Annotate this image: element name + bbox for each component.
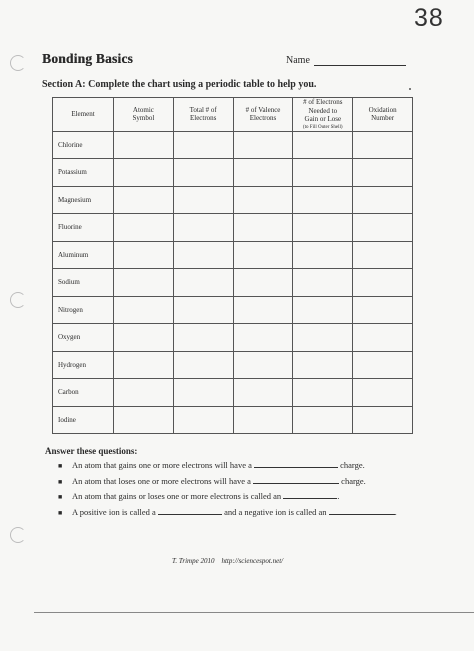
element-name-cell: Hydrogen <box>53 351 114 379</box>
answer-cell[interactable] <box>353 406 413 434</box>
answer-cell[interactable] <box>293 131 353 159</box>
element-name-cell: Iodine <box>53 406 114 434</box>
answer-cell[interactable] <box>173 269 233 297</box>
element-name-cell: Sodium <box>53 269 114 297</box>
answer-cell[interactable] <box>173 324 233 352</box>
question-text: A positive ion is called a <box>72 507 156 517</box>
header-line: Element <box>71 110 95 118</box>
footer-credit <box>172 557 283 565</box>
header-line: Electrons <box>249 114 277 123</box>
element-name-cell: Nitrogen <box>53 296 114 324</box>
answer-cell[interactable] <box>233 131 293 159</box>
element-name-cell: Oxygen <box>53 324 114 352</box>
answer-cell[interactable] <box>114 186 174 214</box>
question-1 <box>58 460 365 470</box>
table-row <box>53 406 413 434</box>
answer-cell[interactable] <box>233 186 293 214</box>
chart-header-cell <box>173 98 233 132</box>
element-name-cell: Chlorine <box>53 131 114 159</box>
answer-cell[interactable] <box>293 186 353 214</box>
table-row <box>53 131 413 159</box>
answer-cell[interactable] <box>173 241 233 269</box>
answer-cell[interactable] <box>114 379 174 407</box>
answer-cell[interactable] <box>233 241 293 269</box>
answer-cell[interactable] <box>353 379 413 407</box>
answer-blank[interactable] <box>283 491 340 501</box>
answer-blank[interactable] <box>158 507 222 515</box>
question-text-end: charge. <box>340 460 365 470</box>
chart-header-cell <box>293 98 353 132</box>
answer-cell[interactable] <box>353 214 413 242</box>
table-row <box>53 241 413 269</box>
binder-hole-top <box>10 55 26 71</box>
answer-cell[interactable] <box>173 379 233 407</box>
chart-header-cell <box>53 98 114 132</box>
element-name-cell: Magnesium <box>53 186 114 214</box>
stray-dot <box>409 88 411 90</box>
answer-cell[interactable] <box>233 351 293 379</box>
header-line: Number <box>371 114 395 123</box>
answer-cell[interactable] <box>353 186 413 214</box>
question-text: An atom that gains one or more electrons will have a <box>72 460 252 470</box>
bottom-rule <box>34 612 474 613</box>
chart-header-cell <box>233 98 293 132</box>
answer-cell[interactable] <box>173 159 233 187</box>
answer-cell[interactable] <box>233 296 293 324</box>
answer-cell[interactable] <box>114 214 174 242</box>
table-row <box>53 186 413 214</box>
worksheet-title: Bonding Basics <box>42 51 133 66</box>
answer-cell[interactable] <box>173 351 233 379</box>
answer-cell[interactable] <box>353 351 413 379</box>
table-row <box>53 269 413 297</box>
answer-cell[interactable] <box>233 159 293 187</box>
bullet-icon: ■ <box>58 493 63 501</box>
answer-cell[interactable] <box>293 159 353 187</box>
answer-cell[interactable] <box>114 296 174 324</box>
table-row <box>53 351 413 379</box>
bullet-icon: ■ <box>58 478 63 486</box>
header-line: Total # of <box>189 105 217 114</box>
answer-cell[interactable] <box>173 131 233 159</box>
chart-body <box>53 131 413 434</box>
chart-header-cell <box>353 98 413 132</box>
header-line: Electrons <box>189 114 217 123</box>
answer-cell[interactable] <box>114 406 174 434</box>
section-a-heading: Section A: Complete the chart using a periodic table to help you. <box>42 79 317 90</box>
question-text-end: charge. <box>341 476 366 486</box>
answer-cell[interactable] <box>114 159 174 187</box>
bullet-icon: ■ <box>58 509 63 517</box>
answer-cell[interactable] <box>293 324 353 352</box>
answer-cell[interactable] <box>233 324 293 352</box>
page-number: 38 <box>414 4 444 32</box>
element-name-cell: Aluminum <box>53 241 114 269</box>
header-line: Gain or Lose <box>304 115 342 123</box>
table-row <box>53 379 413 407</box>
answer-cell[interactable] <box>114 324 174 352</box>
question-text-end: . <box>337 491 340 501</box>
answer-cell[interactable] <box>353 324 413 352</box>
question-text-end: . <box>394 507 397 517</box>
question-text-middle: and a negative ion is called an <box>224 507 327 517</box>
chart-header-row <box>53 98 413 132</box>
answer-cell[interactable] <box>233 379 293 407</box>
answer-cell[interactable] <box>353 159 413 187</box>
name-label: Name <box>286 55 310 66</box>
answer-cell[interactable] <box>114 351 174 379</box>
answer-cell[interactable] <box>173 296 233 324</box>
answer-cell[interactable] <box>233 269 293 297</box>
bullet-icon: ■ <box>58 462 63 470</box>
answer-cell[interactable] <box>173 214 233 242</box>
answer-cell[interactable] <box>353 296 413 324</box>
header-line: Needed to <box>308 106 338 115</box>
answer-cell[interactable] <box>173 406 233 434</box>
chart-header-cell <box>114 98 174 132</box>
answer-blank[interactable] <box>329 507 395 515</box>
header-line: Atomic <box>132 105 154 114</box>
questions-heading: Answer these questions: <box>45 446 138 456</box>
answer-cell[interactable] <box>293 241 353 269</box>
answer-blank[interactable] <box>254 460 338 468</box>
element-name-cell: Fluorine <box>53 214 114 242</box>
header-line: # of Valence <box>245 105 281 114</box>
element-name-cell: Carbon <box>53 379 114 407</box>
element-name-cell: Potassium <box>53 159 114 187</box>
question-2 <box>58 476 366 486</box>
table-row <box>53 214 413 242</box>
question-text: An atom that gains or loses one or more electrons is called an <box>72 491 282 501</box>
answer-cell[interactable] <box>114 131 174 159</box>
answer-cell[interactable] <box>353 131 413 159</box>
table-row <box>53 159 413 187</box>
question-text: An atom that loses one or more electrons will have a <box>72 476 251 486</box>
answer-cell[interactable] <box>233 214 293 242</box>
answer-cell[interactable] <box>293 379 353 407</box>
answer-cell[interactable] <box>173 186 233 214</box>
table-row <box>53 324 413 352</box>
answer-cell[interactable] <box>114 241 174 269</box>
answer-cell[interactable] <box>233 406 293 434</box>
binder-hole-bottom <box>10 527 26 543</box>
answer-cell[interactable] <box>293 214 353 242</box>
answer-cell[interactable] <box>353 241 413 269</box>
answer-cell[interactable] <box>293 351 353 379</box>
footer-url: http://sciencespot.net/ <box>221 557 284 565</box>
answer-cell[interactable] <box>114 269 174 297</box>
binder-hole-middle <box>10 292 26 308</box>
element-chart <box>52 97 413 434</box>
question-3 <box>58 491 339 501</box>
name-field[interactable] <box>314 65 406 66</box>
header-line: Oxidation <box>368 105 397 114</box>
answer-cell[interactable] <box>293 269 353 297</box>
answer-blank[interactable] <box>253 476 339 484</box>
answer-cell[interactable] <box>353 269 413 297</box>
header-line: Symbol <box>132 114 155 123</box>
question-4 <box>58 507 397 517</box>
table-row <box>53 296 413 324</box>
header-line: # of Electrons <box>303 98 343 106</box>
answer-cell[interactable] <box>293 406 353 434</box>
footer-author: T. Trimpe 2010 <box>172 557 215 565</box>
answer-cell[interactable] <box>293 296 353 324</box>
header-note: (to Fill Outer Shell) <box>302 124 343 130</box>
